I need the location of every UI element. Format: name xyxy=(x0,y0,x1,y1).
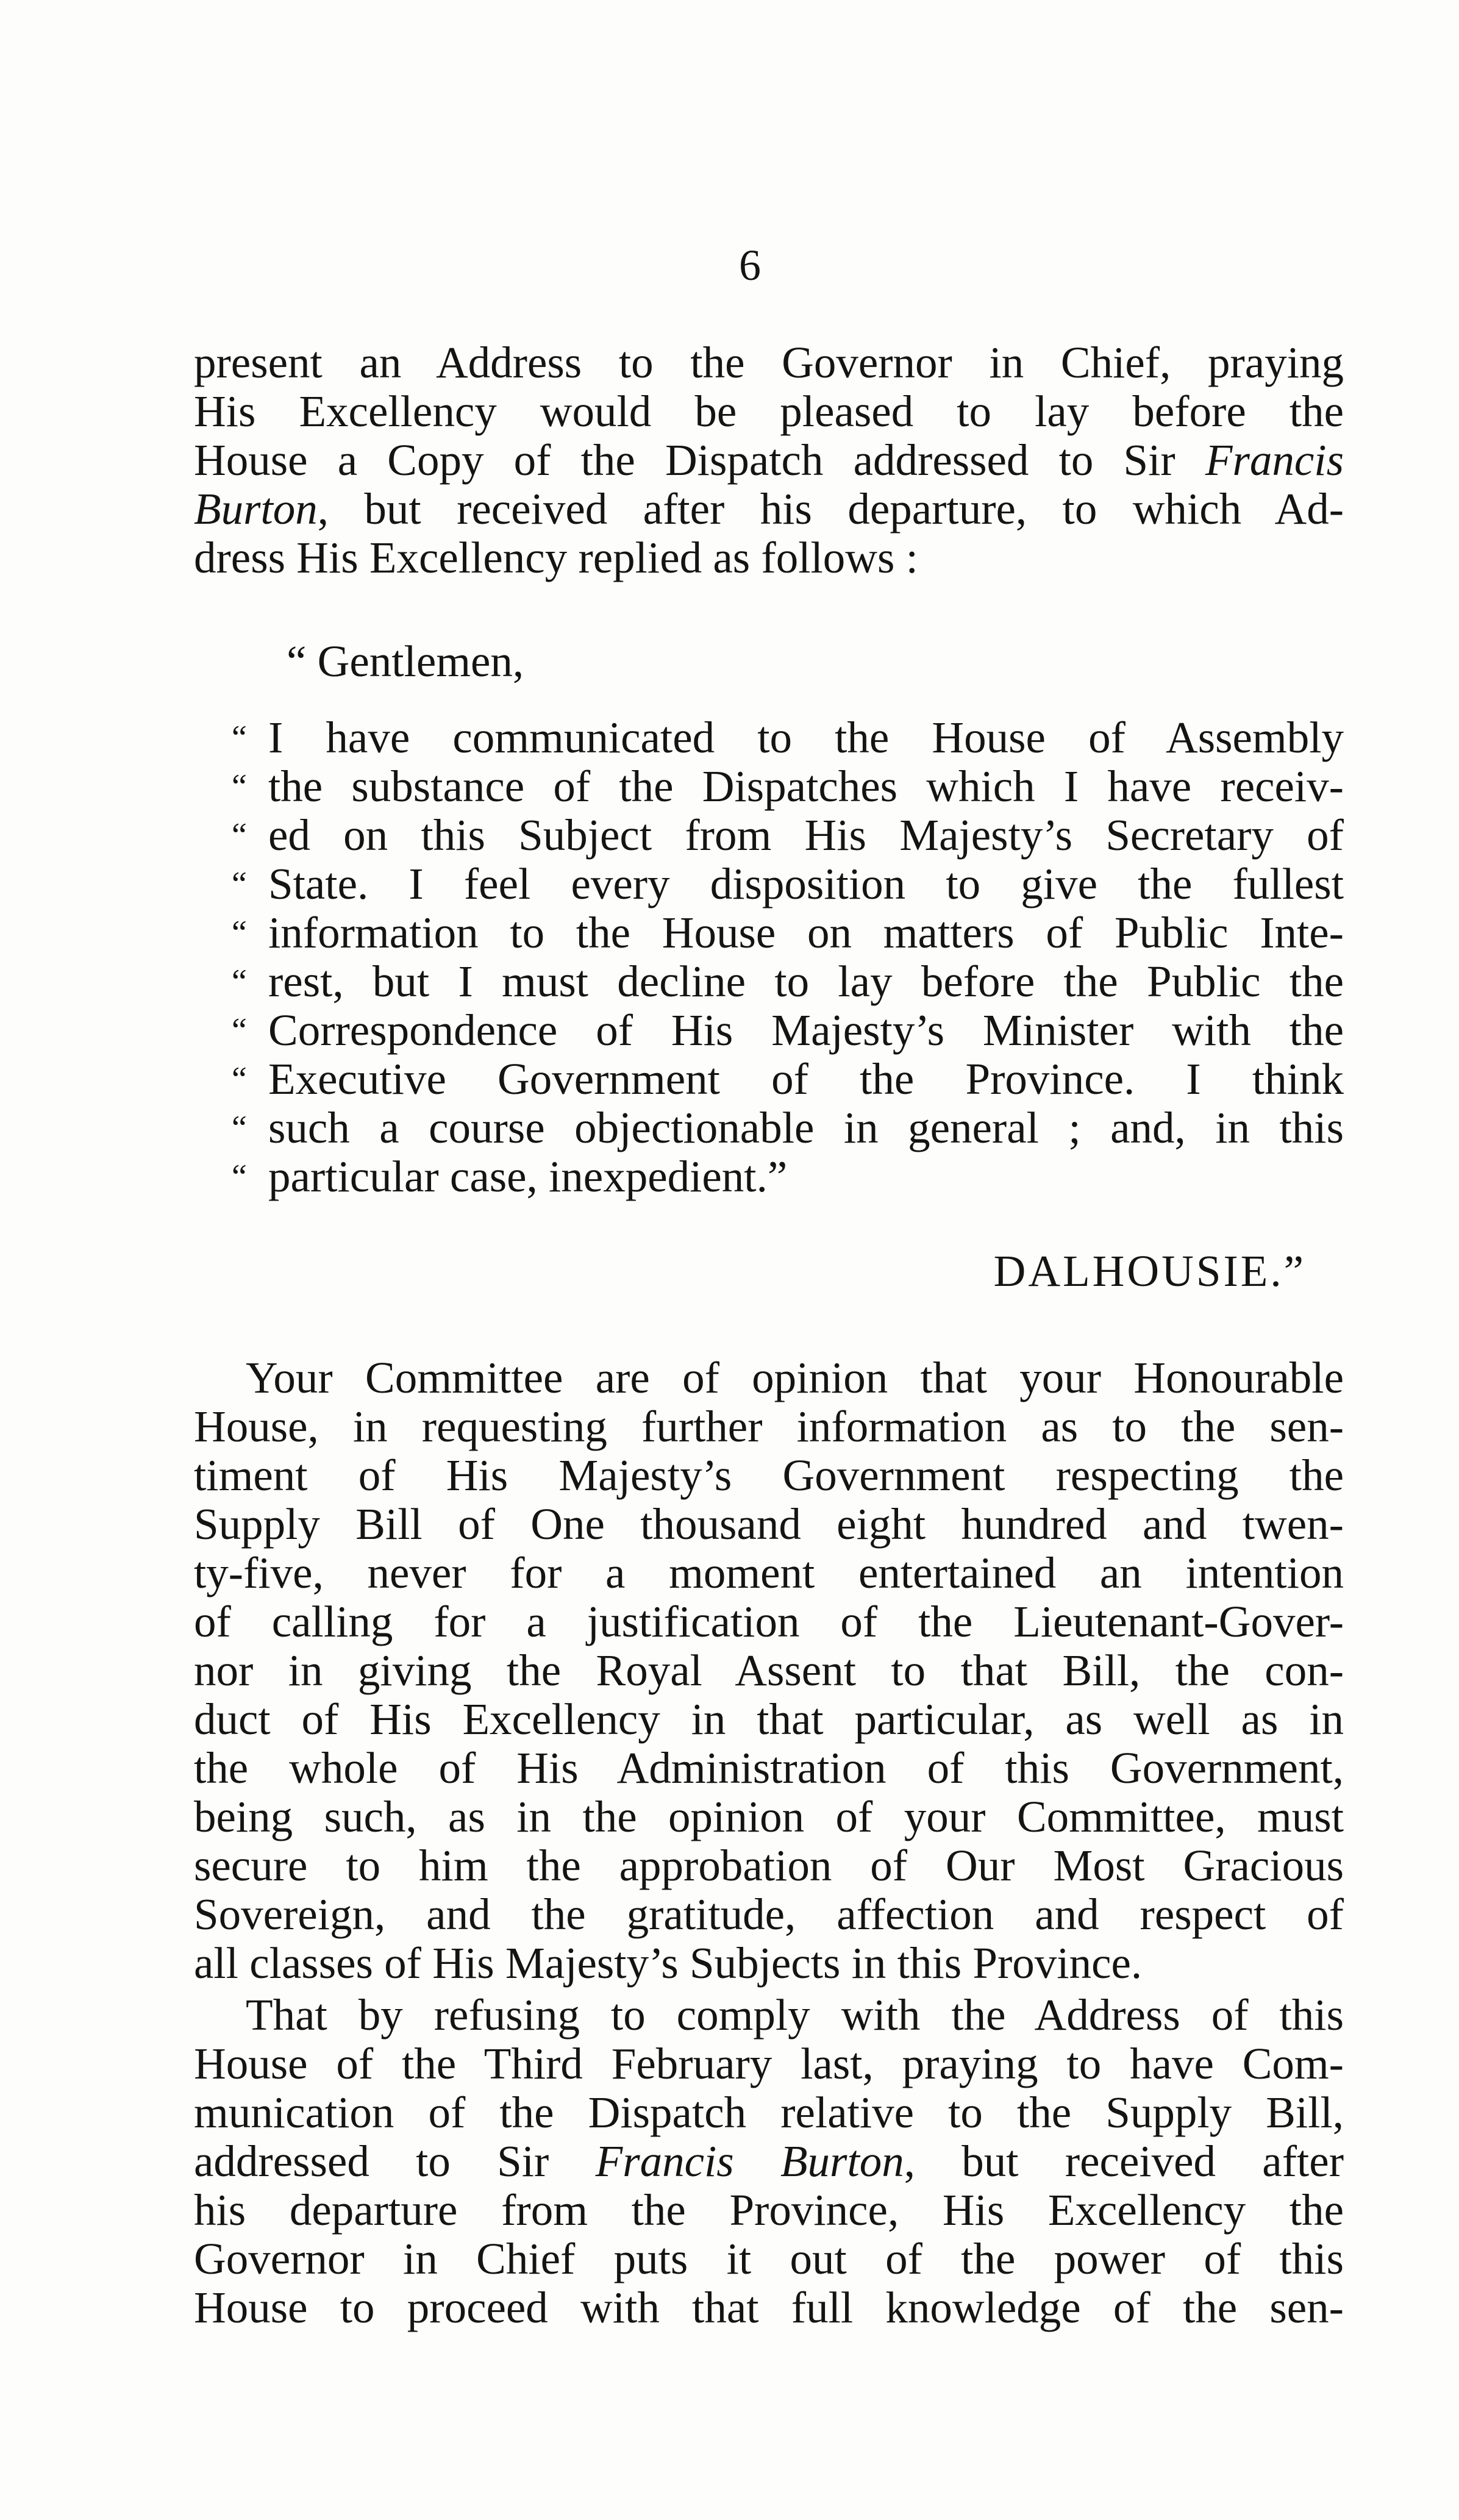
para2-line-9: the whole of His Administration of this Government, xyxy=(194,1743,1344,1793)
para1-line-1: present an Address to the Governor in Chief, praying xyxy=(194,338,1344,387)
para2-line-8: duct of His Excellency in that particular, as well as in xyxy=(194,1694,1344,1744)
quote-line-8: “ Executive Government of the Province. I think xyxy=(232,1054,1344,1104)
para3-line-1: That by refusing to comply with the Address of this xyxy=(246,1990,1344,2040)
para2-line-1: Your Committee are of opinion that your Honourable xyxy=(246,1353,1344,1402)
para2-line-3: timent of His Majesty’s Government respecting the xyxy=(194,1451,1344,1500)
para2-line-6: of calling for a justification of the Lieutenant-Gover- xyxy=(194,1597,1344,1646)
quote-line-5: “ information to the House on matters of Public Inte- xyxy=(232,908,1344,957)
para1-line-4: Burton, but received after his departure, to which Ad- xyxy=(194,484,1344,534)
para1-line-2: His Excellency would be pleased to lay before the xyxy=(194,387,1344,436)
para3-line-6: Governor in Chief puts it out of the power of this xyxy=(194,2234,1344,2283)
para2-line-11: secure to him the approbation of Our Most Gracious xyxy=(194,1841,1344,1890)
quote-line-4: “ State. I feel every disposition to give the fullest xyxy=(232,859,1344,908)
para3-line-2: House of the Third February last, praying to have Com- xyxy=(194,2039,1344,2088)
quote-line-2: “ the substance of the Dispatches which I have receiv- xyxy=(232,762,1344,811)
para3-line-7: House to proceed with that full knowledge of the sen- xyxy=(194,2283,1344,2332)
para2-line-7: nor in giving the Royal Assent to that Bill, the con- xyxy=(194,1646,1344,1695)
quote-line-7: “ Correspondence of His Majesty’s Minister with the xyxy=(232,1005,1344,1055)
quote-line-1: “ I have communicated to the House of Assembly xyxy=(232,713,1344,762)
para2-line-2: House, in requesting further information as to the sen- xyxy=(194,1402,1344,1451)
para2-line-5: ty-five, never for a moment entertained an intention xyxy=(194,1548,1344,1597)
letter-signature: DALHOUSIE.” xyxy=(993,1246,1306,1296)
para3-line-3: munication of the Dispatch relative to the Supply Bill, xyxy=(194,2088,1344,2137)
para2-line-13: all classes of His Majesty’s Subjects in this Province. xyxy=(194,1938,1143,1988)
para2-line-4: Supply Bill of One thousand eight hundred and twen- xyxy=(194,1499,1344,1549)
page-number: 6 xyxy=(739,241,761,290)
quote-line-10: “ particular case, inexpedient.” xyxy=(232,1152,788,1201)
quote-line-9: “ such a course objectionable in general ; and, in this xyxy=(232,1103,1344,1152)
para3-line-4: addressed to Sir Francis Burton, but received after xyxy=(194,2136,1344,2186)
para3-line-5: his departure from the Province, His Excellency the xyxy=(194,2185,1344,2235)
para2-line-12: Sovereign, and the gratitude, affection and respect of xyxy=(194,1890,1344,1939)
quote-line-6: “ rest, but I must decline to lay before the Public the xyxy=(232,957,1344,1006)
para1-line-3: House a Copy of the Dispatch addressed to Sir Francis xyxy=(194,435,1344,485)
quote-line-3: “ ed on this Subject from His Majesty’s Secretary of xyxy=(232,810,1344,860)
para1-line-5: dress His Excellency replied as follows : xyxy=(194,533,918,582)
letter-salutation: “ Gentlemen, xyxy=(287,637,524,686)
para2-line-10: being such, as in the opinion of your Committee, must xyxy=(194,1792,1344,1841)
